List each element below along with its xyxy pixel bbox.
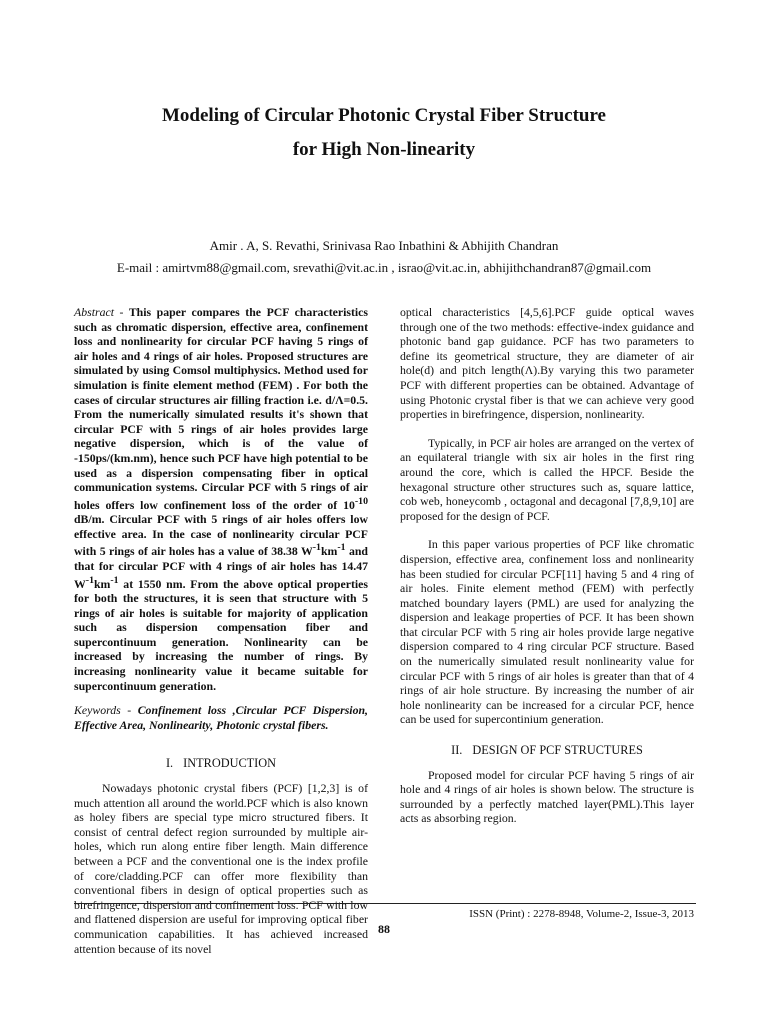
section-title: DESIGN OF PCF STRUCTURES	[472, 743, 643, 758]
abstract-exponent: -10	[354, 495, 368, 507]
page-number: 88	[378, 922, 390, 936]
paper-title-line-1: Modeling of Circular Photonic Crystal Fiber Structure	[162, 105, 606, 126]
pcf-structure-paragraph: Typically, in PCF air holes are arranged on the vertex of an equilateral triangle with six air holes in the first ring around the core, which is called the HPCF. Beside the hexagonal structure other structures such as, square lattice, cob web, honeycomb , octagonal and decagonal [7,8,9,10] are proposed for the design of PCF.	[400, 435, 694, 523]
abstract	[74, 305, 368, 693]
section-heading-design	[400, 743, 694, 758]
abstract-text-6: at 1550 nm. From the above optical properties for both the structures, it is seen that structure with 5 rings of air holes is suitable for majority of application such as dispersion compensation fiber and supercontinuum generation. Nonlinearity can be increased by increasing the number of rings. By increasing nonlinearity value it became suitable for supercontinuum generation.	[74, 576, 368, 693]
abstract-label: Abstract -	[74, 305, 124, 319]
abstract-sup-w2: -1	[85, 574, 94, 586]
abstract-text-3: km	[320, 544, 338, 559]
keywords	[74, 703, 368, 732]
section-title: INTRODUCTION	[183, 756, 277, 771]
abstract-text-1: This paper compares the PCF characteristics such as chromatic dispersion, effective area, confinement loss and nonlinearity for circular PCF having 5 rings of air holes and 4 rings of air holes. Proposed structures are simulated by using Comsol multiphysics. Method used for simulation is finite element method (FEM) . For both the cases of circular structures air filling fraction i.e. d/Λ=0.5. From the numerically simulated results it's shown that circular PCF with 5 rings of air holes provides large negative dispersion, which is of the value of -150ps/(km.nm), hence such PCF have high potential to be used as a dispersion compensating fiber in optical communication systems. Circular PCF with 5 rings of air holes offers low confinement loss of the order of 10	[74, 305, 368, 512]
paper-scope-paragraph: In this paper various properties of PCF like chromatic dispersion, effective area, confinement loss and nonlinearity has been studied for circular PCF[11] having 5 and 4 ring of air holes. Finite element method (FEM) with perfectly matched boundary layers (PML) are used for analyzing the dispersion and leakage properties of PCF. It has been shown that circular PCF with 5 ring air holes provide large negative dispersion compared to 4 ring circular PCF structure. Based on the numerically simulated result nonlinearity value for circular PCF with 5 rings of air holes is greater than that of 4 rings of air hole structure. By increasing the number of air hole nonlinearity can be increased for a circular PCF, hence can be used for supercontinium generation.	[400, 537, 694, 727]
intro-paragraph: Nowadays photonic crystal fibers (PCF) [1,2,3] is of much attention all around the world.PCF which is also known as holey fibers are special type micro structured fibers. It consist of central defect region surrounded by multiple air-holes, which run along entire fiber length. Main difference between a PCF and the conventional one is the index profile of core/cladding.PCF can offer more flexibility than conventional fibers in design of optical properties such as birefringence, dispersion and confinement loss. PCF with low and flattened dispersion are useful for improving optical fiber communication capabilities. It has achieved increased attention because of its novel	[74, 780, 368, 956]
abstract-text-2: dB/m. Circular PCF with 5 rings of air holes offers low effective area. In the case of nonlinearity circular PCF with 5 rings of air holes has a value of 38.38 W	[74, 512, 368, 559]
paper-title-line-2: for High Non-linearity	[292, 139, 476, 160]
author-emails: E-mail : amirtvm88@gmail.com, srevathi@vit.ac.in , israo@vit.ac.in, abhijithchandran87@gmail.com	[116, 260, 652, 275]
section-number: I.	[165, 756, 174, 771]
left-column	[74, 305, 368, 956]
intro-continuation-paragraph: optical characteristics [4,5,6].PCF guide optical waves through one of the two methods: effective-index guidance and photonic band gap guidance. PCF has two parameters to define its geometrical structure, they are diameter of air hole(d) and pitch length(Λ).By varying this two parameter PCF with different properties can be obtained. Advantage of using Photonic crystal fiber is that we can achieve very good properties in birefringence, dispersion, nonlinearity.	[400, 305, 694, 422]
keywords-text: Confinement loss ,Circular PCF Dispersion, Effective Area, Nonlinearity, Photonic crystal fibers.	[74, 703, 368, 732]
section-number: II.	[451, 743, 463, 758]
keywords-label: Keywords -	[74, 703, 132, 718]
abstract-sup-km2: -1	[110, 574, 119, 586]
section-heading-introduction	[74, 756, 368, 771]
footer-divider	[74, 903, 696, 904]
design-paragraph: Proposed model for circular PCF having 5 rings of air hole and 4 rings of air holes is shown below. The structure is surrounded by a perfectly matched layer(PML).This layer acts as absorbing region.	[400, 767, 694, 826]
abstract-text-5: km	[93, 576, 111, 591]
issn-line: ISSN (Print) : 2278-8948, Volume-2, Issue-3, 2013	[469, 908, 694, 920]
abstract-sup-km1: -1	[337, 542, 346, 554]
abstract-sup-w1: -1	[312, 542, 321, 554]
right-column	[400, 305, 694, 826]
author-list: Amir . A, S. Revathi, Srinivasa Rao Inbathini & Abhijith Chandran	[209, 238, 559, 253]
abstract-text-4: and that for circular PCF with 4 rings of air holes has 14.47 W	[74, 544, 368, 591]
